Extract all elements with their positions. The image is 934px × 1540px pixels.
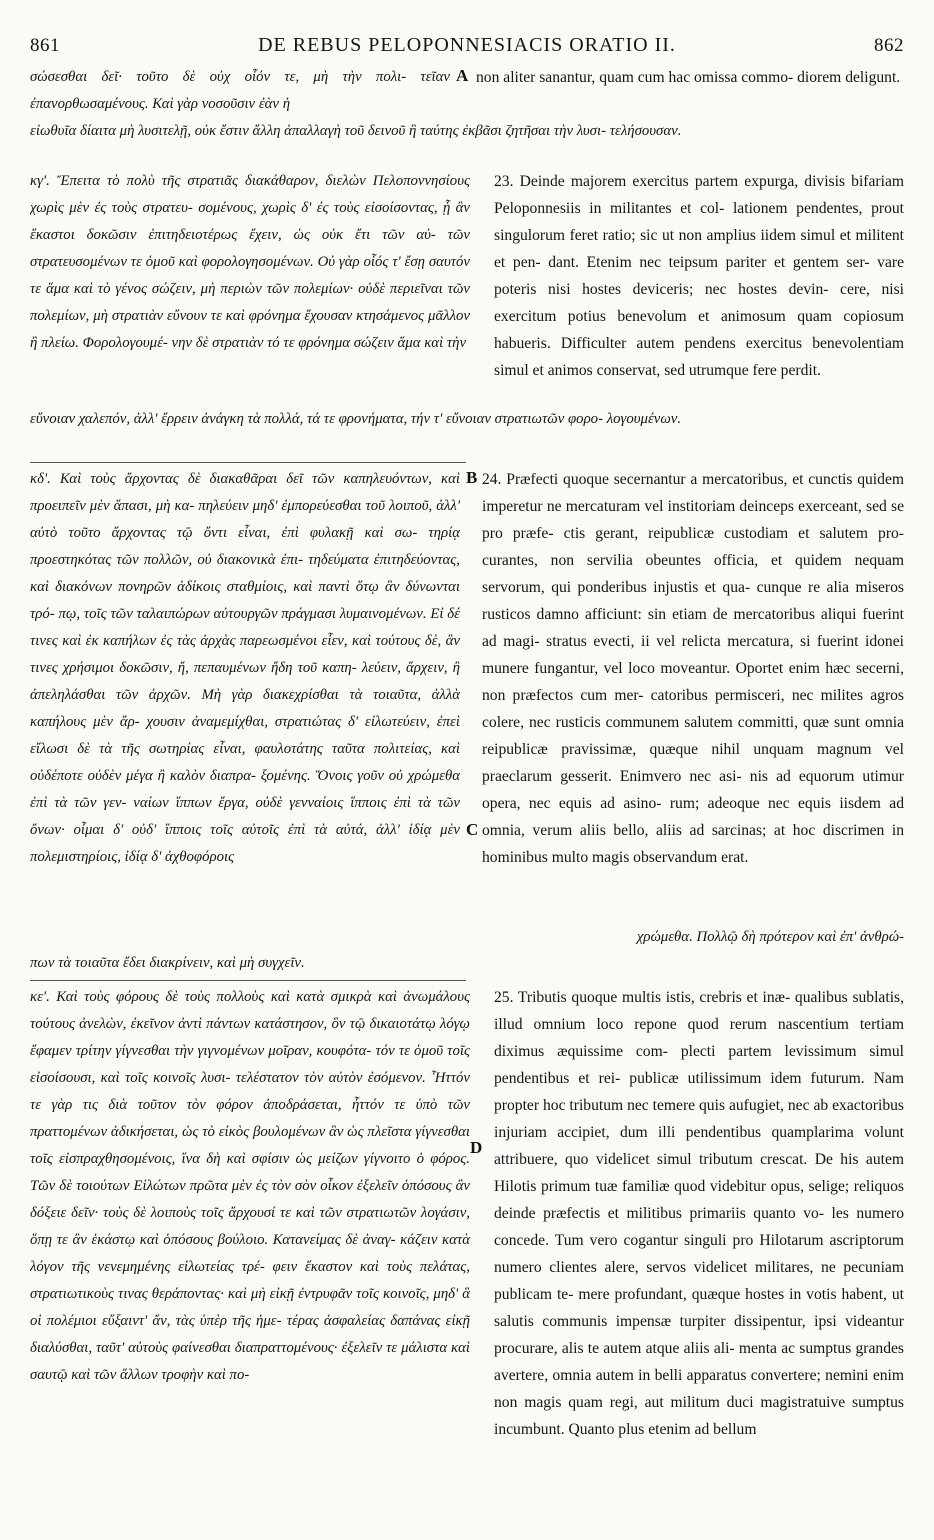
marginal-letter-c: C <box>466 820 479 839</box>
section-23-greek-text: κγ'. Ἔπειτα τὸ πολὺ τῆς στρατιᾶς διακάθαρον, διελὼν Πελοποννησίους χωρὶς μὲν ἐς τοὺς στρατευ- σομένους, χωρὶς δ' ἐς τοὺς εἰσοίσοντας, ᾗ ἂν ἕκαστοι δοκῶσιν ἐπιτηδειοτέρως ἔχειν, ὡς οὐκ ἔτι τῶν αὐ- τῶν στρατευσομένων τε ὁμοῦ καὶ φορολογησομένων. Οὐ γὰρ οἷός τ' ἔσῃ σαυτόν τε ἅμα καὶ τὸ γένος σώζειν, μὴ περιὼν τῶν πολεμίων· οὐδὲ περιεῖναι τῶν πολεμίων, μὴ στρατιὰν εὔνουν τε καὶ φρόνημα ἔχουσαν κτησάμενος μᾶλλον ἢ πλείω. Φορολογουμέ- νην δὲ στρατιὰν τό τε φρόνημα σώζειν ἅμα καὶ τὴν <box>30 173 470 351</box>
section-24-latin-text: 24. Præfecti quoque secernantur a mercatoribus, et cunctis quidem imperetur ne mercaturam vel institoriam deinceps exerceant, sed se pro præfe- ctis gerant, reipublicæ custodiam et salutem pro- curantes, non servilia obeuntes officia, et quidem nequam servorum, qui ponderibus injustis et qua- cunque re alia miseros rusticos damno afficiunt: sin etiam de mercatoribus aliqui fuerint ad magi- stratus evecti, ii vel relicta mercatura, si fuerint idonei munere fungantur, vel loco moveantur. Oportet enim hæc secerni, non præfectos cum mer- catoribus permisceri, nec milites agros colere, nec rusticis communem salutem committi, quæ sunt omnia reipublicæ pravissimæ, quæque nihil unquam magnum vel praeclarum gesserit. Enimvero nec asi- nis ad equorum utimur opera, nec equis ad asino- rum; adeoque nec equis iisdem ad omnia, verum aliis bello, aliis ad sarcinas; at hoc discrimen in hominibus multo magis observandum erat. <box>482 471 904 866</box>
section-23-greek-column <box>30 168 470 412</box>
section-25-latin-text: 25. Tributis quoque multis istis, crebris et inæ- qualibus sublatis, illud omnium loco repone quod rerum nascentium tertiam diximus æquissime com- plecti partem levissimum simul pendentibus et rei- publicæ utilissimum idem futurum. Nam propter hoc tributum nec temere quis aufugiet, nec ab exactoribus injuriam accipiet, dum illi pendentibus quamplarima volunt attribuere, quo videlicet simul tributum crescat. De his autem Hilotis primum tuæ familiæ quod videbitur opus, selige; reliquos deinde præfectis et militibus primariis quanto vo- les numero concede. Tum vero cogantur singuli pro Hilotarum ascriptorum numero clientes alere, servos videlicet militares, ne pecuniam publicam te- mere profundant, quæque hostes in votis habent, ut salutis communis impensæ turpiter dissipentur, ipsi videantur procurare, alis te autem atque aliis ali- menta ac sumptus grandes avertere, omnia autem in belli apparatus convertere; nemini enim non magis quam regi, aut militum duci magistratuive sumptus incumbunt. Quanto plus etenim ad bellum <box>494 989 904 1438</box>
intro-greek-column <box>30 64 450 118</box>
marginal-letter-a: A <box>456 66 469 85</box>
section-23-latin-column <box>494 168 904 412</box>
intro-latin-text: non aliter sanantur, quam cum hac omissa commo- diorem deligunt. <box>476 69 901 86</box>
page-number-left: 861 <box>30 35 60 56</box>
section-23-latin-text: 23. Deinde majorem exercitus partem expurga, divisis bifariam Peloponnesiis in militantes et col- lationem pendentes, prout singulorum feret ratio; sic ut non amplius iidem simul et militent et pen- dant. Etenim nec teipsum pariter et gentem ser- vare poteris nisi hostes deviceris; nec hostes devin- cere, nisi exercitum potius benevolum et animosum quam copiosum habueris. Difficulter autem pendens exercitus benevolentiam simul et animos conservat, sed utrumque fere perdit. <box>494 173 904 379</box>
marginal-letter-d: D <box>470 1138 483 1157</box>
intro-greek-text: σώσεσθαι δεῖ· τοῦτο δὲ οὐχ οἷόν τε, μὴ τὴν πολι- τεῖαν ἐπανορθωσαμένους. Καὶ γὰρ νοσοῦσιν ἐὰν ἡ <box>30 69 450 112</box>
section-25-greek-text: κε'. Καὶ τοὺς φόρους δὲ τοὺς πολλοὺς καὶ κατὰ σμικρὰ καὶ ἀνωμάλους τούτους ἀνελὼν, ἐκεῖνον ἀντὶ πάντων κατάστησον, ὃν τῷ δικαιοτάτῳ λόγῳ ἔφαμεν τρίτην γίγνεσθαι τὴν γιγνομένων μοῖραν, κουφότα- τόν τε ὁμοῦ τοῖς εἰσοίσουσι, καὶ τοῖς κοινοῖς λυσι- τελέστατον τὸν αὐτὸν ἐσόμενον. Ἧττόν τε γὰρ τις διὰ τοῦτον τὸν φόρον ἀποδράσεται, ἧττόν τε ὑπὸ τῶν πραττομένων ἀδικήσεται, ὡς τὸ εἰκὸς βουλομένων ἂν ὡς πλεῖστα γίγνεσθαι τοῖς εἰσπραχθησομένοις, ἵνα δὴ καὶ σφίσιν ὡς μείζων γίγνοιτο ὁ φόρος. Τῶν δὲ τοιούτων Εἱλώτων πρῶτα μὲν ἐς τὸν σὸν οἶκον ἐξελεῖν ὁπόσους ἂν δόξειε δεῖν· τοὺς δὲ λοιποὺς τοῖς ἄρχουσί τε καὶ τῶν στρατιωτῶν λογάσιν, ὅπῃ τε ἂν ἑκάστῳ καὶ ὁπόσους βούλοιο. Κατανείμας δὲ ἀναγ- κάζειν κατὰ λόγον τῆς νενεμημένης εἱλωτείας τρέ- φειν ἕκαστον καὶ τοὺς πελάτας, στρατιωτικοὺς τινας θεράποντας· καὶ μὴ εἰκῇ ἐντρυφᾶν τοῖς κοινοῖς, μηδ' ἃ οἱ πολέμιοι εὔξαιντ' ἄν, τὰς ὑπὲρ τῆς ἡμε- τέρας ἀσφαλείας δαπάνας εἰκῇ διαλύσθαι, ταῦτ' αὐτοὺς φαίνεσθαι διαπραττομένους· ἐξελεῖν τε μάλιστα καὶ σαυτῷ καὶ τῶν ἄλλων τροφὴν καὶ πο- <box>30 989 470 1383</box>
section-25-latin-column <box>494 984 904 1516</box>
section-25-greek-column <box>30 984 470 1516</box>
section-divider <box>30 462 466 463</box>
section-24-inline-greek <box>494 924 904 951</box>
marginal-letter-b: B <box>466 468 478 487</box>
page-number-right: 862 <box>873 35 904 56</box>
section-23-full-width-text: εὔνοιαν χαλεπόν, ἀλλ' ἔρρειν ἀνάγκη τὰ πολλά, τά τε φρονήματα, τήν τ' εὔνοιαν στρατιωτῶν φορο- λογουμένων. <box>30 411 682 427</box>
running-header <box>30 34 904 60</box>
section-divider <box>30 980 466 981</box>
section-24-greek-tail <box>30 950 470 977</box>
section-24-inline-greek-text: χρώμεθα. Πολλῷ δὴ πρότερον καὶ ἐπ' ἀνθρώ- <box>636 929 904 945</box>
intro-latin-column <box>476 64 904 118</box>
intro-full-width-text: εἰωθυῖα δίαιτα μὴ λυσιτελῇ, οὐκ ἔστιν ἄλλη ἀπαλλαγὴ τοῦ δεινοῦ ἢ ταύτης ἐκβᾶσι ζητῆσαι τὴν λυσι- τελήσουσαν. <box>30 123 682 139</box>
section-24-greek-tail-text: πων τὰ τοιαῦτα ἔδει διακρίνειν, καὶ μὴ συγχεῖν. <box>30 955 305 971</box>
section-24-greek-text: κδ'. Καὶ τοὺς ἄρχοντας δὲ διακαθᾶραι δεῖ τῶν καπηλευόντων, καὶ προειπεῖν μὲν ἅπασι, μὴ κα- πηλεύειν μηδ' ἐμπορεύεσθαι τοῦ λοιποῦ, ἀλλ' αὐτὸ τοῦτο ἄρχοντας τῷ ὄντι εἶναι, ἐπὶ φυλακῇ καὶ σω- τηρίᾳ προεστηκότας τῶν πολλῶν, οὐ διακονικὰ ἐπι- τηδεύματα ἐπιτηδεύοντας, καὶ διακόνων πονηρῶν ἀδίκοις σταθμίοις, καὶ παντὶ ὅτῳ ἂν δύνωνται τρό- πῳ, τοῖς τῶν ταλαιπώρων αὐτουργῶν πράγμασι λυμαινομένων. Εἰ δέ τινες καὶ ἐκ καπήλων ἐς τὰς ἀρχὰς παρεωσμένοι εἶεν, καὶ τούτους δὲ, ἂν τινες χρήσιμοι δοκῶσιν, ἤ, πεπαυμένων ἤδη τοῦ καπη- λεύειν, ἄρχειν, ἢ ἀπεληλάσθαι τῶν ἀρχῶν. Μὴ γὰρ διακεχρίσθαι τὰ τοιαῦτα, ἀλλὰ καπήλους μὲν ἄρ- χουσιν ἀναμεμίχθαι, στρατιώτας δ' εἰλωτεύειν, ἐπεὶ εἴλωσι δὲ τὰ τῆς σωτηρίας εἶναι, φαυλοτάτης ταῦτα πολιτείας, καὶ οὐδέποτε οὐδὲν μέγα ἢ καλὸν διαπρα- ξομένης. Ὄνοις γοῦν οὐ χρώμεθα ἐπὶ τὰ τῶν γεν- ναίων ἵππων ἔργα, οὐδὲ γενναίοις ἵπποις ἐπὶ τὰ τῶν ὄνων· οἶμαι δ' οὐδ' ἵπποις τοῖς αὐτοῖς ἐπὶ τὰ αὐτά, ἀλλ' ἰδίᾳ μὲν πολεμιστηρίοις, ἰδίᾳ δ' ἀχθοφόροις <box>30 471 460 865</box>
section-24-latin-column <box>482 466 904 926</box>
running-title: DE REBUS PELOPONNESIACIS ORATIO II. <box>258 34 676 56</box>
section-24-greek-column <box>30 466 460 926</box>
